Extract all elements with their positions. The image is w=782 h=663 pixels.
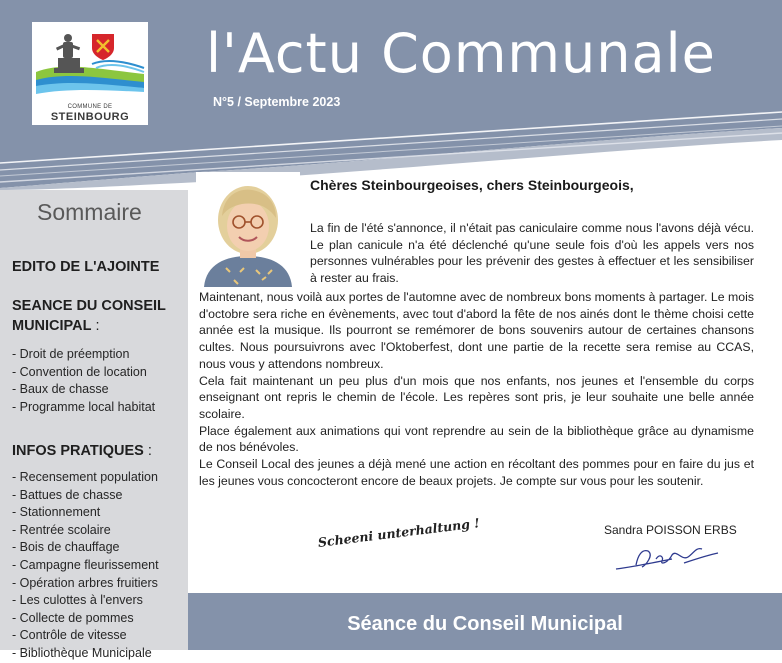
alsatian-motto: Scheeni unterhaltung ! [317, 515, 481, 550]
edito-paragraph: Cela fait maintenant un peu plus d'un mois que nos enfants, nos jeunes et l'ensemble du corps enseignant ont repris le chemin de l'école. Les repères sont pris, je leur souhaite une belle année scolaire. [199, 373, 754, 421]
toc-item[interactable]: - Contrôle de vitesse [12, 628, 127, 643]
sommaire-sidebar [0, 190, 188, 660]
toc-item[interactable]: - Rentrée scolaire [12, 522, 111, 537]
author-photo [196, 172, 300, 287]
edito-body [199, 289, 754, 489]
toc-section-edito[interactable] [12, 257, 159, 277]
logo-commune-de: COMMUNE DE [67, 104, 113, 110]
toc-item[interactable]: - Stationnement [12, 505, 101, 520]
edito-paragraph: Maintenant, nous voilà aux portes de l'automne avec de nombreux bons moments à partager. Le mois d'octobre sera riche en évènements, avec tout d'abord la fête de nos ainés dont le thème choisi cette année est la musique. Ils pourront se remémorer de bons souvenirs autour de certaines chansons cultes. Nous poursuivrons avec l'Oktoberfest, dont une partie de la recette sera remise au CCAS, nous vous y attendons nombreux. [199, 290, 754, 371]
edito-paragraph: Place également aux animations qui vont reprendre au sein de la bibliothèque grâce au dynamisme de nos bénévoles. [199, 423, 754, 455]
toc-section-infos[interactable] [12, 441, 152, 461]
toc-section-conseil[interactable] [12, 296, 182, 336]
banner-title: Séance du Conseil Municipal [347, 613, 623, 635]
issue-number: N°5 / Septembre 2023 [213, 95, 341, 109]
toc-item[interactable]: - Bois de chauffage [12, 540, 120, 555]
toc-item[interactable]: - Programme local habitat [12, 399, 156, 414]
edito-greeting: Chères Steinbourgeoises, chers Steinbourgeois, [310, 177, 634, 193]
steinbourg-logo-graphic [32, 22, 148, 104]
sommaire-heading: Sommaire [37, 199, 142, 225]
logo-town-name: STEINBOURG [50, 111, 130, 123]
toc-item[interactable]: - Recensement population [12, 470, 158, 484]
toc-infos-list [12, 469, 159, 663]
toc-section-title: EDITO DE L'AJOINTE [12, 259, 160, 275]
newsletter-title: l'Actu Communale [206, 22, 716, 85]
toc-item[interactable]: - Battues de chasse [12, 487, 123, 502]
toc-item[interactable]: - Campagne fleurissement [12, 557, 159, 572]
toc-section-suffix: : [91, 318, 100, 334]
newsletter-header [0, 0, 782, 190]
section-banner [188, 593, 782, 650]
toc-item[interactable]: - Bibliothèque Municipale [12, 645, 152, 660]
toc-conseil-list [12, 346, 155, 416]
toc-section-title: SEANCE DU CONSEIL MUNICIPAL [12, 298, 166, 334]
coat-of-arms [92, 34, 114, 60]
toc-item[interactable]: - Droit de préemption [12, 347, 130, 361]
toc-item[interactable]: - Convention de location [12, 364, 147, 379]
commune-logo [32, 22, 148, 125]
toc-item[interactable]: - Collecte de pommes [12, 610, 134, 625]
toc-item[interactable]: - Opération arbres fruitiers [12, 575, 158, 590]
edito-intro [310, 220, 754, 287]
edito-paragraph: La fin de l'été s'annonce, il n'était pas caniculaire comme nous l'avons déjà vécu. Le plan canicule n'a été déclenché qu'une seule fois d'où les appels vers nos personnes vulnérables pour les prévenir des gestes à effectuer et les sensibiliser à rester au frais. [310, 221, 754, 286]
toc-item[interactable]: - Baux de chasse [12, 382, 109, 397]
toc-item[interactable]: - Les culottes à l'envers [12, 593, 143, 608]
toc-section-title: INFOS PRATIQUES [12, 443, 144, 459]
statue-figure [54, 34, 84, 73]
signer-name: Sandra POISSON ERBS [604, 523, 737, 537]
handwritten-signature [612, 537, 722, 575]
edito-paragraph: Le Conseil Local des jeunes a déjà mené une action en récoltant des pommes pour en faire du jus et les jeunes vous concocteront encore de beaux projets. Je compte sur vous pour les soutenir. [199, 457, 754, 488]
toc-section-suffix: : [143, 443, 152, 459]
